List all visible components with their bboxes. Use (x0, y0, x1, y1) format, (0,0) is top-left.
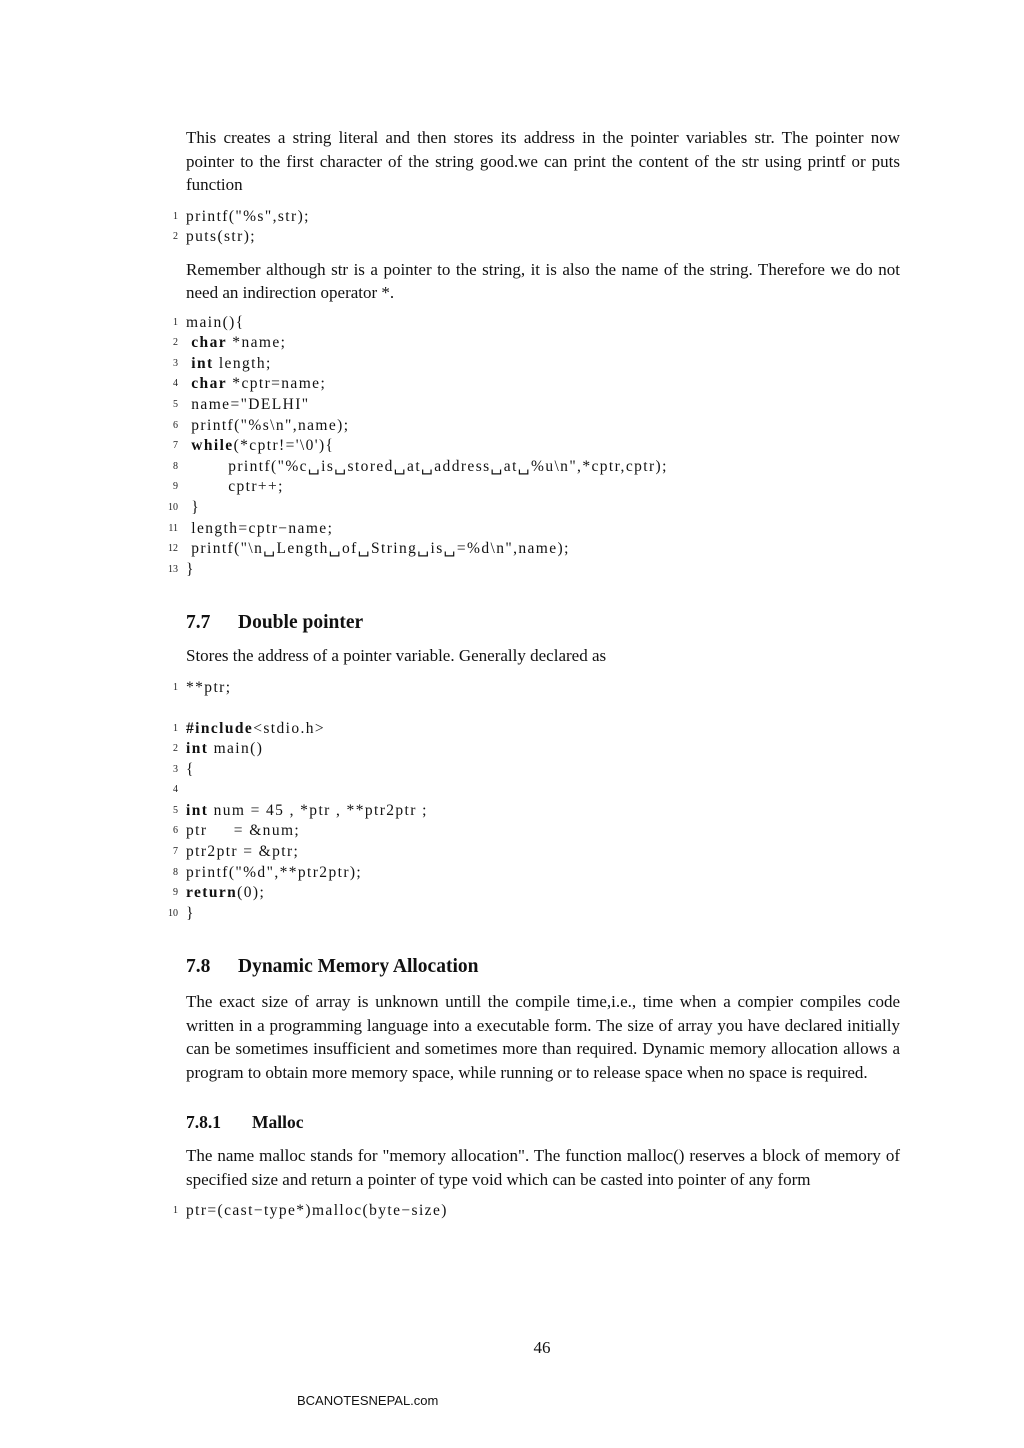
section-heading-double-pointer (186, 610, 900, 636)
code-keyword: return (186, 884, 238, 902)
code-line (168, 560, 900, 581)
code-text: (*cptr!='\0'){ (233, 437, 335, 455)
code-line (173, 227, 900, 248)
code-line (173, 313, 900, 334)
code-line (173, 457, 900, 478)
section-number: 7.7 (186, 612, 211, 634)
paragraph-double-pointer: Stores the address of a pointer variable. Generally declared as (186, 646, 607, 666)
code-line (173, 883, 900, 904)
code-text: <stdio.h> (253, 719, 326, 737)
code-text: printf("%d",**ptr2ptr); (186, 863, 363, 881)
section-heading-dynamic-memory (186, 954, 900, 980)
code-text: } (186, 560, 195, 578)
code-keyword: int (191, 354, 214, 372)
line-number: 4 (173, 378, 178, 390)
code-line (168, 904, 900, 925)
code-line (173, 1201, 900, 1222)
code-keyword: char (191, 375, 228, 393)
page-content (168, 126, 900, 1222)
code-line (173, 436, 900, 457)
code-listing-double-pointer (168, 719, 900, 925)
line-number: 8 (173, 460, 178, 472)
line-number: 13 (168, 563, 178, 575)
line-number: 5 (173, 399, 178, 411)
line-number: 2 (173, 743, 178, 755)
code-line (173, 333, 900, 354)
code-line (173, 374, 900, 395)
line-number: 5 (173, 804, 178, 816)
line-number: 9 (173, 887, 178, 899)
code-text: *cptr=name; (227, 375, 327, 393)
code-listing-printf-puts (173, 207, 900, 248)
code-keyword: #include (186, 719, 254, 737)
code-line (173, 760, 900, 781)
code-text: **ptr; (186, 678, 232, 696)
line-number: 10 (168, 502, 178, 514)
code-line (168, 519, 900, 540)
code-text: printf("\n␣Length␣of␣String␣is␣=%d\n",name); (186, 540, 570, 558)
code-line (173, 395, 900, 416)
code-text: num = 45 , *ptr , **ptr2ptr ; (208, 801, 428, 819)
code-line (173, 678, 900, 699)
code-line (168, 539, 900, 560)
line-number: 8 (173, 866, 178, 878)
line-number: 3 (173, 357, 178, 369)
paragraph-string-literal: This creates a string literal and then stores its address in the pointer variables str. The pointer now pointer to the first character of the string good.we can print the content of the str using printf or puts function (186, 128, 900, 194)
code-text: ptr = &num; (186, 822, 301, 840)
code-text: main() (208, 740, 264, 758)
code-line (173, 719, 900, 740)
line-number: 2 (173, 231, 178, 243)
code-text: ptr=(cast−type*)malloc(byte−size) (186, 1202, 448, 1220)
section-title: Double pointer (238, 612, 364, 634)
line-number: 1 (173, 210, 178, 222)
line-number: 4 (173, 784, 178, 796)
line-number: 1 (173, 722, 178, 734)
page-number: 46 (533, 1338, 551, 1357)
code-line (173, 207, 900, 228)
line-number: 7 (173, 846, 178, 858)
line-number: 12 (168, 543, 178, 555)
code-text: length=cptr−name; (186, 519, 334, 537)
code-line (173, 780, 900, 801)
code-text: *name; (227, 334, 287, 352)
code-line (173, 739, 900, 760)
code-text: (0); (237, 884, 266, 902)
code-text: printf("%c␣is␣stored␣at␣address␣at␣%u\n",*cptr,cptr); (186, 457, 668, 475)
line-number: 6 (173, 825, 178, 837)
line-number: 2 (173, 337, 178, 349)
code-text: name="DELHI" (186, 396, 310, 414)
code-listing-malloc (173, 1201, 900, 1222)
line-number: 10 (168, 907, 178, 919)
subsection-heading-malloc (186, 1110, 900, 1134)
line-number: 3 (173, 763, 178, 775)
code-text: puts(str); (186, 228, 256, 246)
line-number: 1 (173, 1205, 178, 1217)
section-number: 7.8 (186, 956, 211, 978)
footer-site: BCANOTESNEPAL.com (297, 1393, 439, 1408)
code-keyword: char (191, 334, 228, 352)
paragraph-pointer-name: Remember although str is a pointer to the string, it is also the name of the string. Therefore we do not need an indirection operator *. (186, 259, 900, 303)
subsection-number: 7.8.1 (186, 1112, 221, 1133)
section-title: Dynamic Memory Allocation (238, 956, 479, 978)
code-keyword: int (186, 801, 209, 819)
line-number: 1 (173, 316, 178, 328)
code-text: printf("%s\n",name); (186, 416, 350, 434)
code-line (173, 354, 900, 375)
line-number: 1 (173, 681, 178, 693)
paragraph-malloc: The name malloc stands for "memory allocation". The function malloc() reserves a block of memory of specified size and return a pointer of type void which can be casted into pointer of any form (186, 1146, 900, 1189)
paragraph-dynamic-memory: The exact size of array is unknown untill the compile time,i.e., time when a compier compiles code written in a programming language into a executable form. The size of array you have declared initially can be sometimes insufficient and sometimes more than required. Dynamic memory allocation allows a program to obtain more memory space, while running or to release space when no space is required. (186, 992, 900, 1082)
line-number: 7 (173, 440, 178, 452)
code-text: cptr++; (186, 478, 284, 496)
code-text: main(){ (186, 313, 245, 331)
code-line (173, 416, 900, 437)
code-text: } (186, 499, 201, 517)
code-keyword: while (191, 437, 234, 455)
code-text: } (186, 904, 195, 922)
code-keyword: int (186, 740, 209, 758)
line-number: 6 (173, 419, 178, 431)
code-line (173, 821, 900, 842)
code-listing-declaration (173, 678, 900, 699)
code-line (168, 498, 900, 519)
code-text: { (186, 760, 195, 778)
subsection-title: Malloc (252, 1112, 304, 1133)
code-line (173, 863, 900, 884)
line-number: 9 (173, 481, 178, 493)
code-text: printf("%s",str); (186, 207, 310, 225)
code-line (173, 477, 900, 498)
code-line (173, 801, 900, 822)
code-text: ptr2ptr = &ptr; (186, 843, 300, 861)
code-text: length; (213, 354, 272, 372)
code-line (173, 842, 900, 863)
line-number: 11 (168, 522, 178, 534)
code-listing-main (168, 313, 900, 581)
